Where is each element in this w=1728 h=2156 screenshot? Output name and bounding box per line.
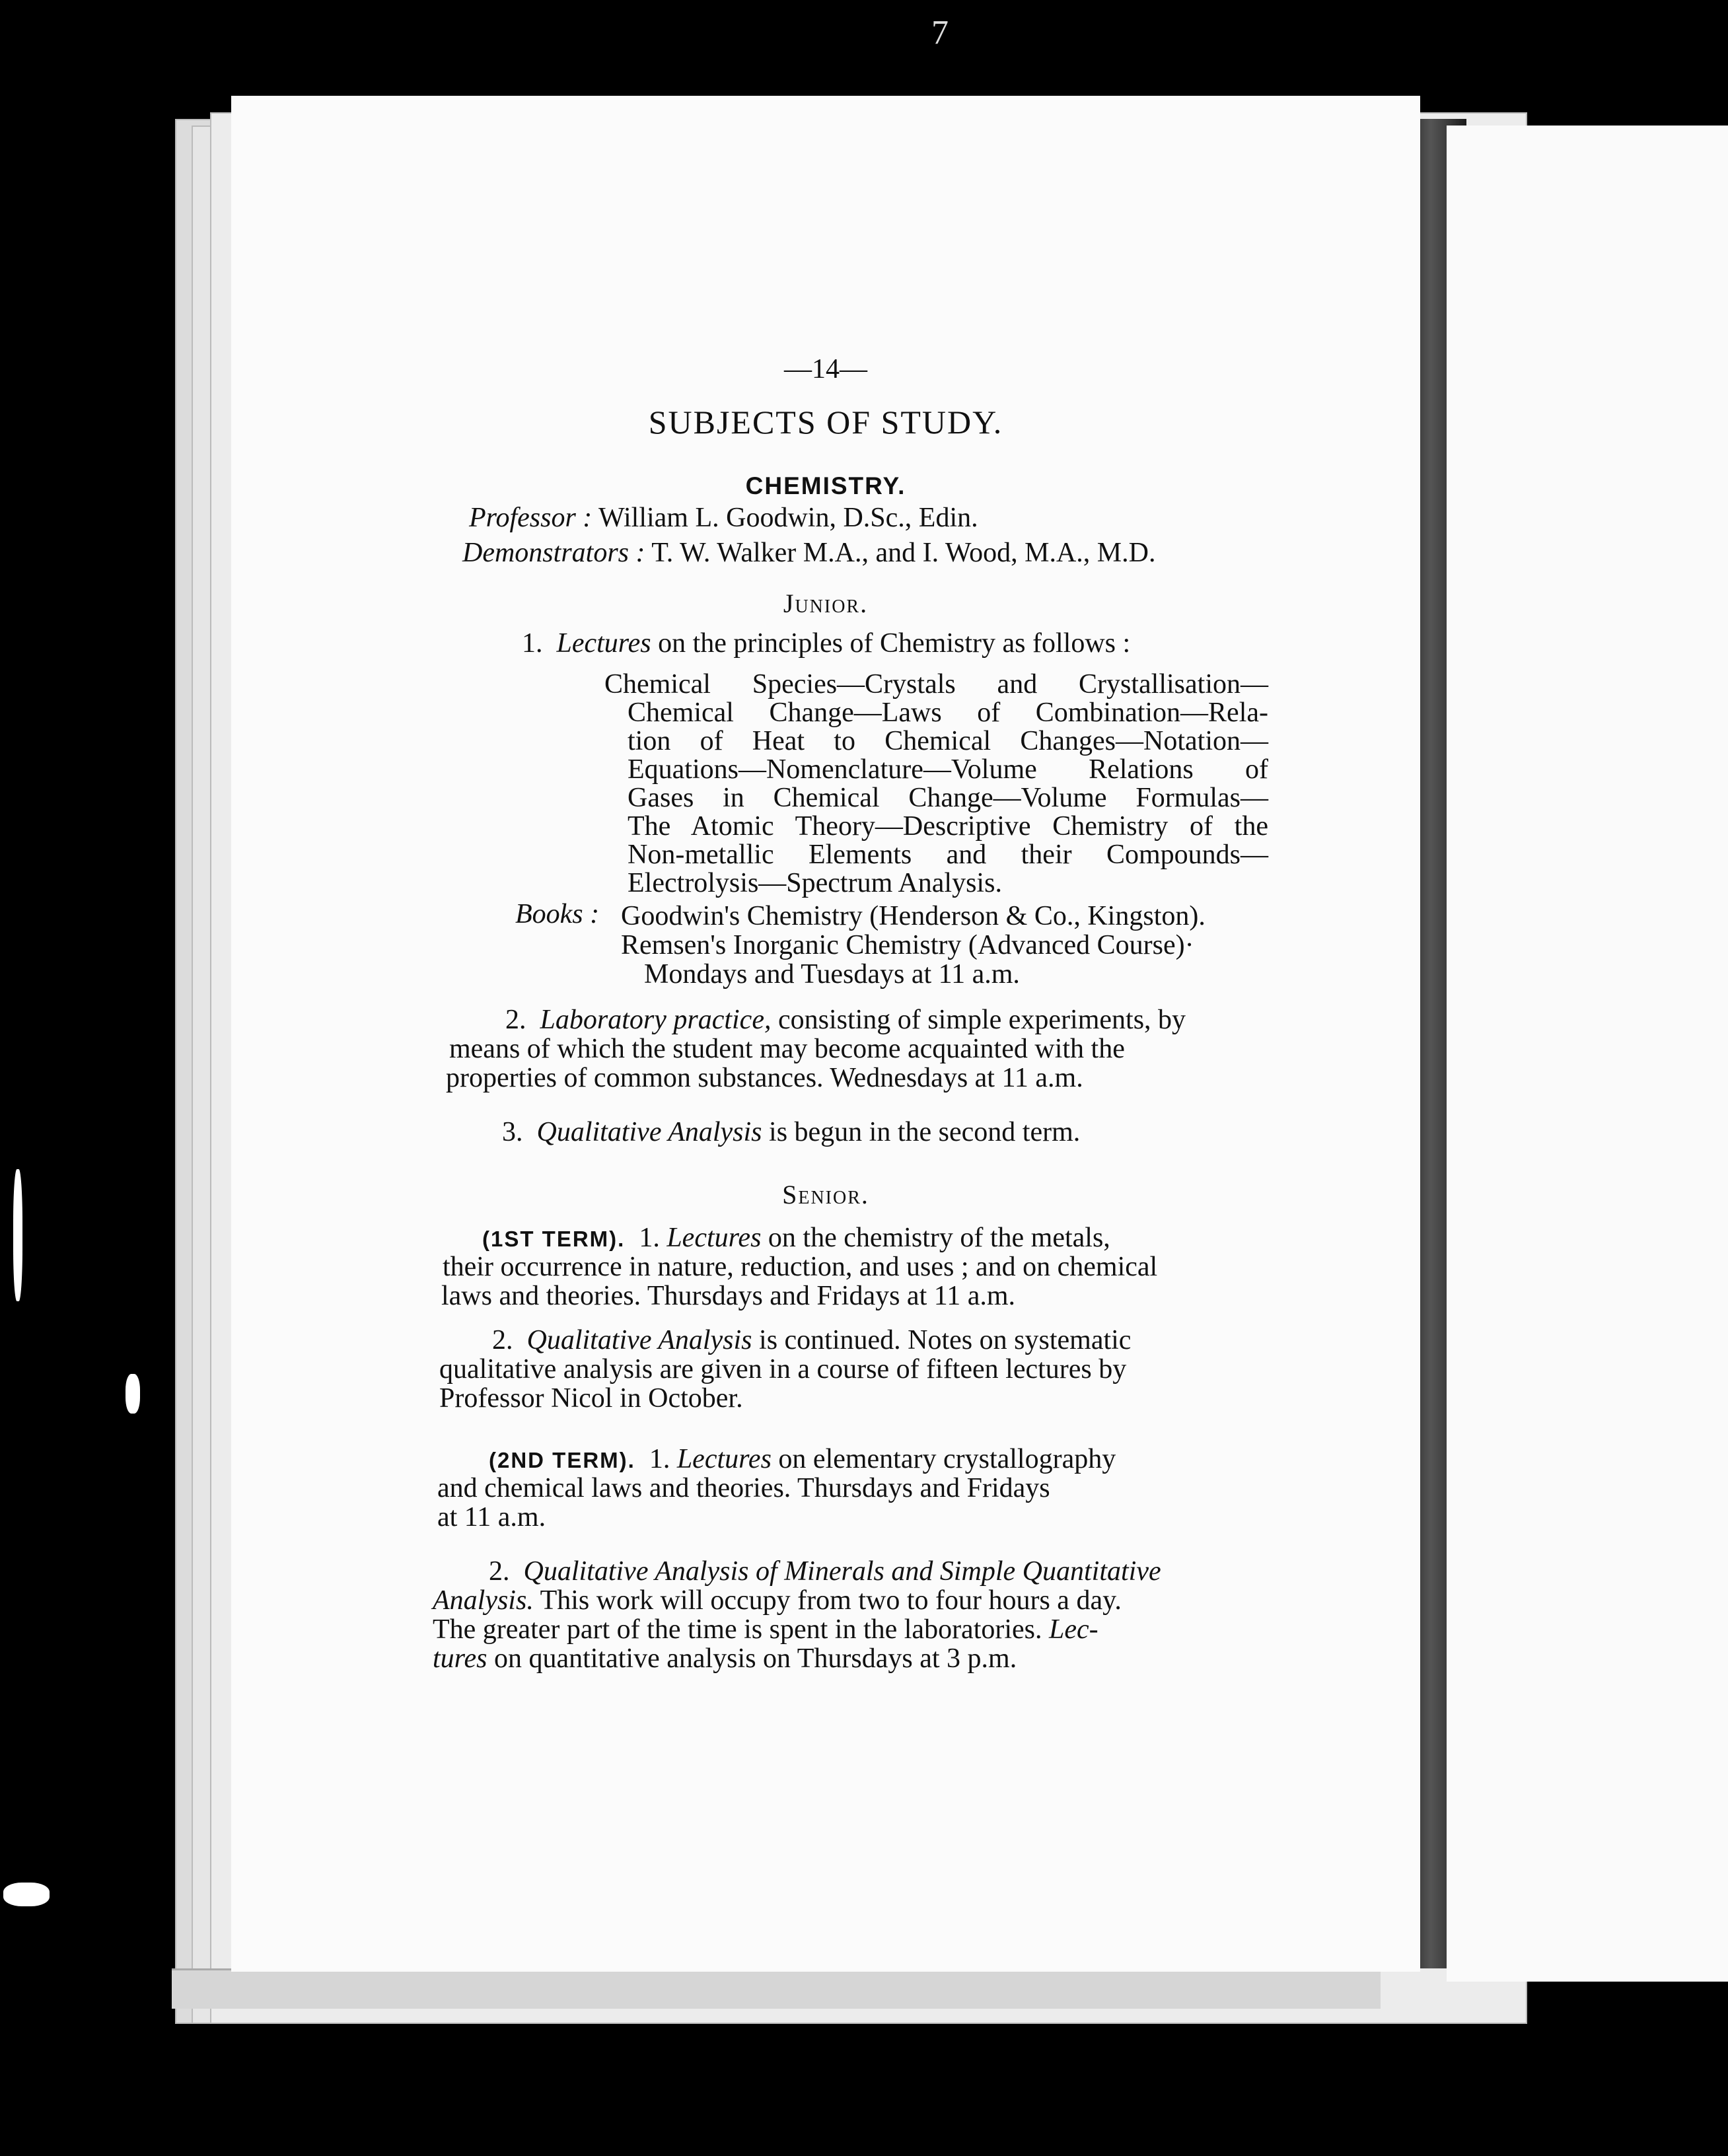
junior-heading: Junior. xyxy=(783,589,869,618)
professor-name: William L. Goodwin, D.Sc., Edin. xyxy=(598,503,978,533)
item-number: 1. xyxy=(639,1223,660,1253)
professor-label: Professor : xyxy=(469,503,593,533)
scan-artifact xyxy=(13,1169,22,1301)
books-label: Books : xyxy=(515,899,600,929)
scan-mark: 7 xyxy=(931,14,949,52)
page-title: SUBJECTS OF STUDY. xyxy=(648,404,1003,441)
item-text: Lec- xyxy=(1049,1614,1098,1645)
item-label: Analysis. xyxy=(433,1585,534,1616)
term-label: (1ST TERM). xyxy=(482,1227,626,1251)
item-text: laws and theories. Thursdays and Fridays at 11 a.m. xyxy=(441,1281,1015,1311)
item-number: 2. xyxy=(489,1556,510,1587)
topic-line: tion of Heat to Chemical Changes—Notation— xyxy=(628,726,1268,756)
topic-line: The Atomic Theory—Descriptive Chemistry of the xyxy=(628,811,1268,842)
item-number: 2. xyxy=(492,1325,513,1355)
book-2: Remsen's Inorganic Chemistry (Advanced Course)· xyxy=(621,930,1194,960)
senior-heading: Senior. xyxy=(782,1180,869,1209)
topic-line: Gases in Chemical Change—Volume Formulas— xyxy=(628,783,1268,813)
demonstrators-label: Demonstrators : xyxy=(462,538,645,568)
item-text: on quantitative analysis on Thursdays at 3 p.m. xyxy=(493,1643,1017,1674)
junior-schedule: Mondays and Tuesdays at 11 a.m. xyxy=(644,959,1020,989)
term-label: (2ND TERM). xyxy=(489,1448,635,1472)
item-label: Qualitative Analysis of Minerals and Simple Quantitative xyxy=(523,1556,1161,1587)
item-text: This work will occupy from two to four hours a day. xyxy=(540,1585,1122,1616)
demonstrators-names: T. W. Walker M.A., and I. Wood, M.A., M.D. xyxy=(651,538,1156,568)
item-text: on the principles of Chemistry as follows : xyxy=(658,628,1131,659)
item-label: Lectures xyxy=(556,628,651,659)
topic-line: Chemical Change—Laws of Combination—Rela- xyxy=(628,698,1268,728)
item-label: Qualitative Analysis xyxy=(536,1117,762,1147)
item-text: on elementary crystallography xyxy=(778,1444,1116,1474)
page-bottom-edge xyxy=(172,1968,1381,2009)
item-label: Lectures xyxy=(676,1444,772,1474)
left-page xyxy=(231,96,1420,1972)
scan-artifact xyxy=(3,1883,50,1906)
item-text: means of which the student may become acquainted with the xyxy=(449,1034,1125,1064)
subject-heading: CHEMISTRY. xyxy=(745,472,906,499)
item-text: tures xyxy=(433,1643,487,1674)
item-text: Professor Nicol in October. xyxy=(439,1383,743,1414)
topic-line: Chemical Species—Crystals and Crystallisation— xyxy=(604,669,1268,700)
topic-line: Equations—Nomenclature—Volume Relations of xyxy=(628,754,1268,785)
item-text: is continued. Notes on systematic xyxy=(759,1325,1132,1355)
item-text: qualitative analysis are given in a course of fifteen lectures by xyxy=(439,1354,1127,1384)
topic-line: Electrolysis—Spectrum Analysis. xyxy=(628,868,1002,898)
item-label: Qualitative Analysis xyxy=(526,1325,752,1355)
right-page xyxy=(1447,126,1728,1982)
item-label: Lectures xyxy=(666,1223,762,1253)
item-number: 3. xyxy=(502,1117,523,1147)
item-text: properties of common substances. Wednesdays at 11 a.m. xyxy=(446,1063,1083,1093)
page-number: —14— xyxy=(784,354,867,384)
item-text: on the chemistry of the metals, xyxy=(768,1223,1110,1253)
item-text: The greater part of the time is spent in the laboratories. xyxy=(433,1614,1042,1645)
item-text: consisting of simple experiments, by xyxy=(777,1005,1186,1035)
item-text: at 11 a.m. xyxy=(437,1502,546,1532)
item-text: and chemical laws and theories. Thursdays and Fridays xyxy=(437,1473,1050,1503)
item-text: is begun in the second term. xyxy=(769,1117,1081,1147)
topic-line: Non-metallic Elements and their Compounds— xyxy=(628,840,1268,870)
item-number: 1. xyxy=(522,628,543,659)
item-number: 2. xyxy=(505,1005,526,1035)
item-text: their occurrence in nature, reduction, and uses ; and on chemical xyxy=(443,1252,1158,1282)
book-1: Goodwin's Chemistry (Henderson & Co., Kingston). xyxy=(621,901,1206,931)
item-label: Laboratory practice, xyxy=(540,1005,772,1035)
item-number: 1. xyxy=(649,1444,670,1474)
scan-artifact xyxy=(126,1374,140,1414)
